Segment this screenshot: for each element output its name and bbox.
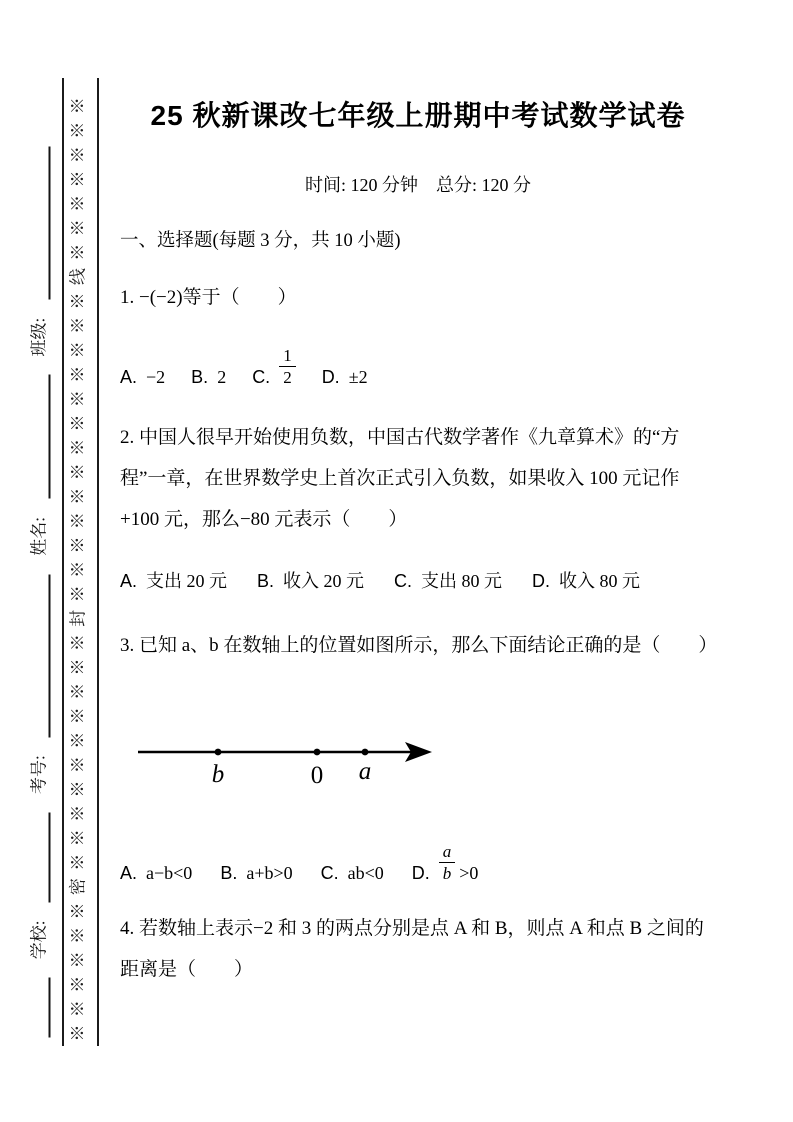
option-text: 支出 20 元: [146, 571, 228, 591]
option-label: C.: [394, 571, 413, 591]
option-label: B.: [257, 571, 275, 591]
fraction-numerator: 1: [279, 346, 296, 368]
blank-line: [25, 978, 51, 1038]
section-heading: 一、选择题(每题 3 分，共 10 小题): [120, 231, 401, 251]
blank-line: [25, 147, 51, 300]
fraction-denominator: 2: [283, 368, 292, 388]
number-line-figure: [116, 712, 446, 790]
exam-number-field-label: 考号:: [29, 755, 49, 795]
option-1a: [120, 366, 165, 388]
point-dot-b: [215, 749, 222, 756]
option-label: D.: [532, 571, 551, 591]
option-text: 收入 80 元: [559, 571, 641, 591]
school-field-label: 学校:: [29, 920, 49, 960]
option-label: D.: [321, 367, 340, 387]
point-label-b: b: [211, 761, 225, 788]
point-label-a: a: [358, 758, 372, 785]
blank-line: [25, 812, 51, 902]
option-label: D.: [411, 863, 430, 883]
point-dot-zero: [314, 749, 321, 756]
fraction-denominator: b: [442, 864, 452, 884]
option-2b: [257, 570, 364, 592]
question-3-options: [120, 822, 478, 884]
point-label-zero: 0: [310, 762, 324, 789]
option-text: −2: [146, 367, 166, 387]
option-3b: [220, 862, 292, 884]
seal-line-marks: ※※※※※※密※※※※※※※※※※封※※※※※※※※※※※※※线※※※※※※※: [68, 89, 88, 1042]
option-3d: [412, 842, 479, 884]
option-label: B.: [220, 863, 238, 883]
option-text: a−b<0: [146, 863, 193, 883]
fraction: [279, 346, 296, 388]
student-info-fields: [17, 147, 51, 1038]
option-text: a+b>0: [246, 863, 293, 883]
question-2-text: 2. 中国人很早开始使用负数，中国古代数学著作《九章算术》的“方程”一章，在世界数学史上首次正式引入负数，如果收入 100 元记作 +100 元，那么−80 元表示（ ）: [120, 427, 680, 530]
option-text: >0: [459, 863, 479, 883]
point-dot-a: [362, 749, 369, 756]
page-title: 25 秋新课改七年级上册期中考试数学试卷: [150, 100, 686, 131]
option-3a: [120, 862, 192, 884]
option-label: A.: [120, 367, 138, 387]
question-1-text: 1. −(−2)等于（ ）: [120, 287, 297, 308]
option-label: C.: [320, 863, 339, 883]
option-text: ab<0: [347, 863, 384, 883]
fraction: [439, 842, 456, 884]
class-field-label: 班级:: [29, 317, 49, 357]
option-1d: [322, 366, 368, 388]
blank-line: [25, 574, 51, 737]
question-4-text: 4. 若数轴上表示−2 和 3 的两点分别是点 A 和 B，则点 A 和点 B 之间的距离是（ ）: [120, 918, 704, 980]
question-2-options: [120, 566, 640, 592]
option-label: A.: [120, 863, 138, 883]
option-text: 2: [217, 367, 227, 387]
option-3c: [321, 862, 384, 884]
exam-time-score: 时间: 120 分钟 总分: 120 分: [304, 175, 531, 195]
option-1b: [191, 366, 226, 388]
option-1c: [252, 346, 296, 388]
option-2d: [532, 570, 640, 592]
option-text: ±2: [348, 367, 368, 387]
blank-line: [25, 375, 51, 499]
option-2c: [394, 570, 502, 592]
option-label: B.: [191, 367, 209, 387]
option-text: 支出 80 元: [421, 571, 503, 591]
fraction-numerator: a: [439, 842, 456, 864]
question-3-text: 3. 已知 a、b 在数轴上的位置如图所示，那么下面结论正确的是（ ）: [120, 635, 718, 656]
question-1-options: [120, 336, 368, 388]
option-label: A.: [120, 571, 138, 591]
option-label: C.: [252, 367, 271, 387]
option-text: 收入 20 元: [283, 571, 365, 591]
option-2a: [120, 570, 227, 592]
name-field-label: 姓名:: [29, 517, 49, 556]
